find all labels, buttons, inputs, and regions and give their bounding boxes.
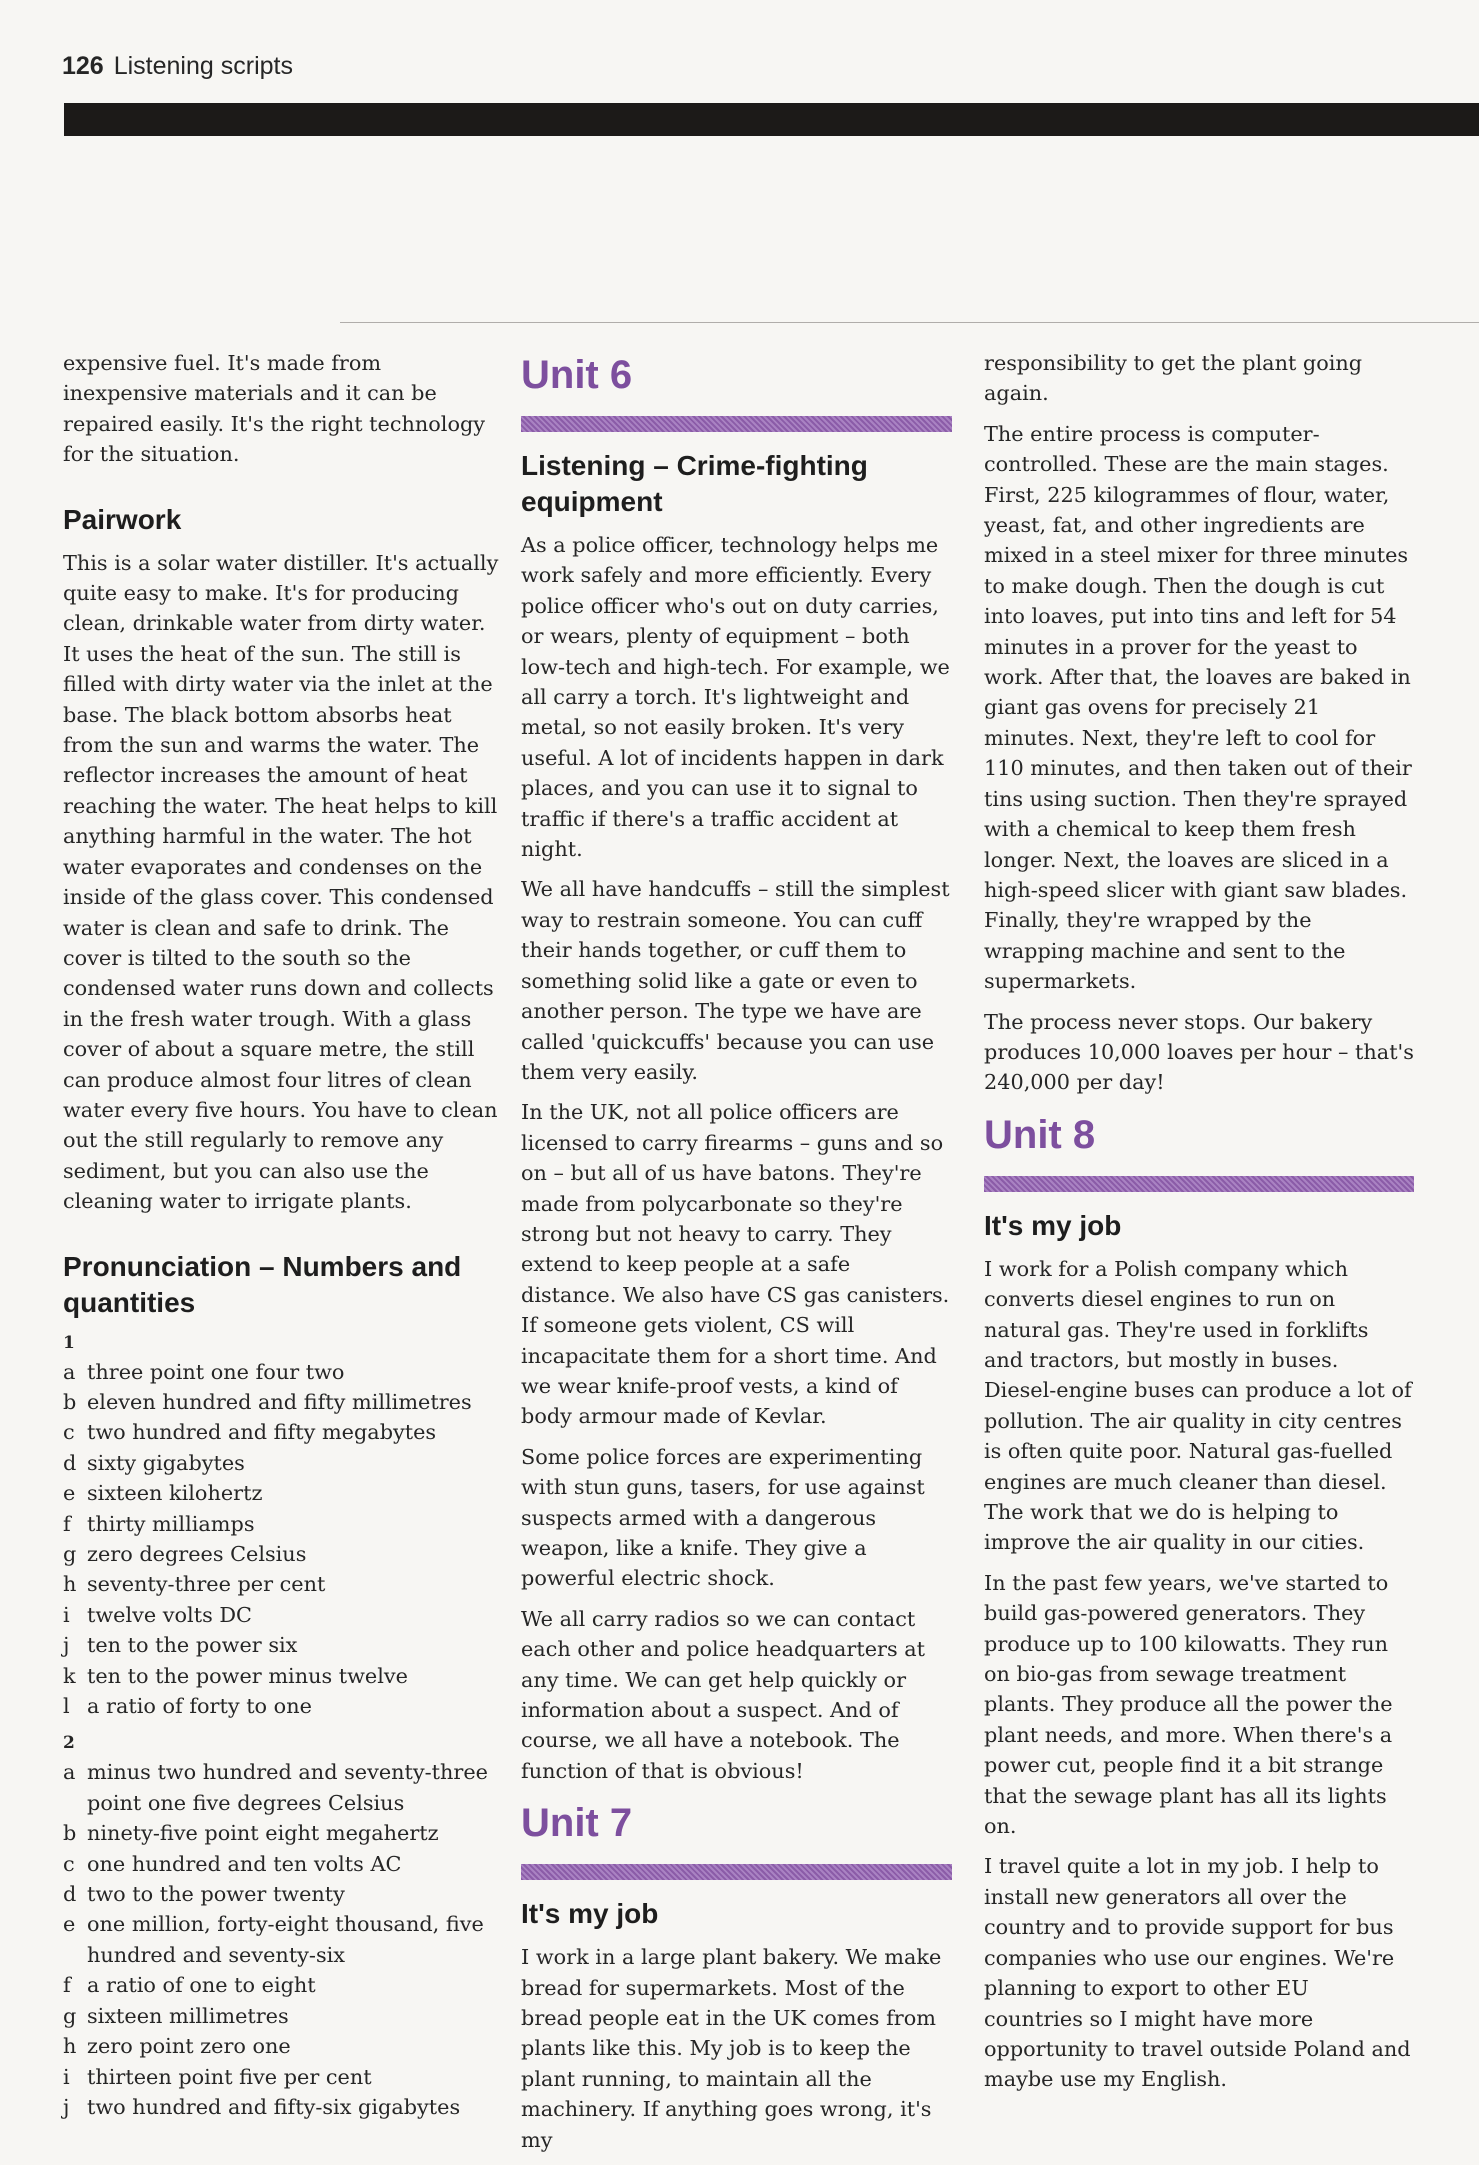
list-item — [63, 1661, 499, 1691]
list-item — [63, 1818, 499, 1848]
list-item-letter: c — [63, 1851, 75, 1876]
list-item-text: sixty gigabytes — [87, 1450, 245, 1475]
list-item — [63, 1970, 499, 2000]
list-item-text: one hundred and ten volts AC — [87, 1851, 402, 1876]
list-item-letter: k — [63, 1663, 76, 1688]
list-item-text: eleven hundred and fifty millimetres — [87, 1389, 472, 1414]
column-1 — [63, 348, 499, 2132]
list-item-letter: e — [63, 1481, 76, 1506]
unit-7-bar — [521, 1864, 952, 1880]
unit-8-heading: It's my job — [984, 1209, 1122, 1241]
column-2 — [521, 348, 952, 2165]
unit-8-bar — [984, 1176, 1414, 1192]
unit-6-paragraph: Some police forces are experimenting with stun guns, tasers, for use against suspects armed with a dangerous weapon, like a knife. They give a powerful electric shock. — [521, 1444, 925, 1591]
list-item-text: a ratio of forty to one — [87, 1694, 312, 1719]
list-item-letter: d — [63, 1450, 77, 1475]
list-item-text: zero point zero one — [87, 2034, 291, 2059]
list-item-letter: a — [63, 1760, 76, 1785]
list-item — [63, 2062, 499, 2092]
list-item — [63, 1448, 499, 1478]
unit-7-paragraph: I work in a large plant bakery. We make bread for supermarkets. Most of the bread people eat in the UK comes from plants like this. My job is to keep the plant running, to maintain all the machinery. If anything goes wrong, it's my — [521, 1945, 942, 2152]
pronunciation-heading: Pronunciation – Numbers and quantities — [63, 1250, 462, 1318]
section-title: Listening scripts — [113, 52, 293, 80]
list-item-letter: b — [63, 1821, 77, 1846]
list-item-letter: g — [63, 2003, 77, 2028]
unit-8-paragraph: In the past few years, we've started to build gas-powered generators. They produce up to 100 kilowatts. They run on bio-gas from sewage treatment plants. They produce all the power the plant needs, and more. When there's a power cut, people find it a bit strange that the sewage plant has all its lights on. — [984, 1570, 1393, 1839]
unit-7-title: Unit 7 — [521, 1801, 633, 1846]
list-item-text: ten to the power six — [87, 1633, 298, 1658]
pairwork-heading: Pairwork — [63, 503, 182, 535]
list-item — [63, 2031, 499, 2061]
list-item-letter: b — [63, 1389, 77, 1414]
intro-paragraph: expensive fuel. It's made from inexpensive materials and it can be repaired easily. It's the right technology for the situation. — [63, 351, 486, 467]
list-item — [63, 1539, 499, 1569]
list-item-letter: c — [63, 1420, 75, 1445]
list-item-text: seventy-three per cent — [87, 1572, 326, 1597]
list-item-text: two hundred and fifty megabytes — [87, 1420, 437, 1445]
list-item-letter: i — [63, 2064, 70, 2089]
list-item — [63, 1600, 499, 1630]
unit-6-paragraph: We all carry radios so we can contact each other and police headquarters at any time. We can get help quickly or information about a suspect. And of course, we all have a notebook. The function of that is obvious! — [521, 1606, 926, 1783]
list-item-letter: h — [63, 2034, 77, 2059]
header-rule — [340, 322, 1479, 323]
unit-6-paragraph: As a police officer, technology helps me work safely and more efficiently. Every police officer who's out on duty carries, or wears, plenty of equipment – both low-tech and high-tech. For example, we all carry a torch. It's lightweight and metal, so not easily broken. It's very useful. A lot of incidents happen in dark places, and you can use it to signal to traffic if there's a traffic accident at night. — [521, 533, 950, 862]
list-item-letter: g — [63, 1542, 77, 1566]
list-item — [63, 1849, 499, 1879]
list-item-letter: h — [63, 1572, 77, 1597]
list-item-text: sixteen kilohertz — [87, 1481, 263, 1506]
list-item-letter: a — [63, 1359, 76, 1384]
list-2-label: 2 — [63, 1733, 75, 1754]
list-item-text: thirty milliamps — [87, 1511, 255, 1536]
list-item-letter: f — [63, 1511, 71, 1536]
list-item-letter: j — [63, 2094, 70, 2119]
list-item — [63, 1387, 499, 1417]
list-item-text: minus two hundred and seventy-three point one five degrees Celsius — [87, 1760, 488, 1815]
unit-7-heading: It's my job — [521, 1898, 659, 1930]
unit-7-continued-paragraph: The process never stops. Our bakery produces 10,000 loaves per hour – that's 240,000 per day! — [984, 1009, 1414, 1095]
unit-7-continued-paragraph: responsibility to get the plant going again. — [984, 351, 1363, 406]
numbers-list-1 — [63, 1357, 499, 1722]
column-3 — [984, 348, 1414, 2105]
list-item-text: a ratio of one to eight — [87, 1973, 316, 1998]
list-item — [63, 1509, 499, 1539]
list-item — [63, 2001, 499, 2031]
page-header — [62, 52, 293, 81]
list-item — [63, 1879, 499, 1909]
list-item-text: thirteen point five per cent — [87, 2064, 372, 2089]
unit-6-paragraph: In the UK, not all police officers are licensed to carry firearms – guns and so on – but all of us have batons. They're made from polycarbonate so they're strong but not heavy to carry. They extend to keep people at a safe distance. We also have CS gas canisters. If someone gets violent, CS will incapacitate them for a short time. And we wear knife-proof vests, a kind of body armour made of Kevlar. — [521, 1100, 950, 1429]
unit-8-paragraph: I work for a Polish company which converts diesel engines to run on natural gas. They're used in forklifts and tractors, but mostly in buses. Diesel-engine buses can produce a lot of pollution. The air quality in city centres is often quite poor. Natural gas-fuelled engines are much cleaner than diesel. The work that we do is helping to improve the air quality in our cities. — [984, 1256, 1412, 1555]
unit-8-paragraph: I travel quite a lot in my job. I help to install new generators all over the country and to provide support for bus companies who use our engines. We're planning to export to other EU countries so I might have more opportunity to travel outside Poland and maybe use my English. — [984, 1854, 1411, 2092]
header-bar — [64, 103, 1479, 136]
list-item-text: three point one four two — [87, 1359, 345, 1384]
page-number: 126 — [62, 52, 104, 80]
list-item-letter: f — [63, 1973, 71, 1998]
list-item-letter: j — [63, 1633, 70, 1658]
list-item — [63, 2092, 499, 2122]
list-item-letter: i — [63, 1602, 70, 1627]
list-1-label: 1 — [63, 1332, 75, 1353]
list-item-text: ten to the power minus twelve — [87, 1663, 408, 1688]
unit-6-bar — [521, 416, 952, 432]
list-item — [63, 1478, 499, 1508]
list-item — [63, 1757, 499, 1818]
list-item — [63, 1569, 499, 1599]
list-item — [63, 1417, 499, 1447]
list-item — [63, 1357, 499, 1387]
list-item-letter: l — [63, 1694, 70, 1719]
list-item — [63, 1691, 499, 1721]
list-item-text: one million, forty-eight thousand, five hundred and seventy-six — [87, 1912, 484, 1967]
list-item-text: twelve volts DC — [87, 1602, 252, 1627]
unit-6-title: Unit 6 — [521, 353, 633, 397]
unit-6-paragraph: We all have handcuffs – still the simplest way to restrain someone. You can cuff their hands together, or cuff them to something solid like a gate or even to another person. The type we have are called 'quickcuffs' because you can use them very easily. — [521, 877, 950, 1084]
list-item-text: two to the power twenty — [87, 1882, 345, 1907]
list-item-letter: e — [63, 1912, 76, 1937]
list-item-text: sixteen millimetres — [87, 2003, 289, 2028]
list-item — [63, 1909, 499, 1970]
list-item — [63, 1630, 499, 1660]
pairwork-paragraph: This is a solar water distiller. It's actually quite easy to make. It's for producing clean, drinkable water from dirty water. It uses the heat of the sun. The still is filled with dirty water via the inlet at the base. The black bottom absorbs heat from the sun and warms the water. The reflector increases the amount of heat reaching the water. The heat helps to kill anything harmful in the water. The hot water evaporates and condenses on the inside of the glass cover. This condensed water is clean and safe to drink. The cover is tilted to the south so the condensed water runs down and collects in the fresh water trough. With a glass cover of about a square metre, the still can produce almost four litres of clean water every five hours. You have to clean out the still regularly to remove any sediment, but you can also use the cleaning water to irrigate plants. — [63, 550, 499, 1214]
list-item-text: zero degrees Celsius — [87, 1542, 307, 1566]
list-item-text: ninety-five point eight megahertz — [87, 1821, 439, 1846]
list-item-text: two hundred and fifty-six gigabytes — [87, 2094, 461, 2119]
unit-6-heading: Listening – Crime-fighting equipment — [521, 450, 868, 517]
unit-7-continued-paragraph: The entire process is computer-controlled. These are the main stages. First, 225 kilogrammes of flour, water, yeast, fat, and other ingredients are mixed in a steel mixer for three minutes to make dough. Then the dough is cut into loaves, put into tins and left for 54 minutes in a prover for the yeast to work. After that, the loaves are baked in giant gas ovens for precisely 21 minutes. Next, they're left to cool for 110 minutes, and then taken out of their tins using suction. Then they're sprayed with a chemical to keep them fresh longer. Next, the loaves are sliced in a high-speed slicer with giant saw blades. Finally, they're wrapped by the wrapping machine and sent to the supermarkets. — [984, 421, 1412, 994]
list-item-letter: d — [63, 1882, 77, 1907]
numbers-list-2 — [63, 1757, 499, 2122]
unit-8-title: Unit 8 — [984, 1112, 1096, 1157]
